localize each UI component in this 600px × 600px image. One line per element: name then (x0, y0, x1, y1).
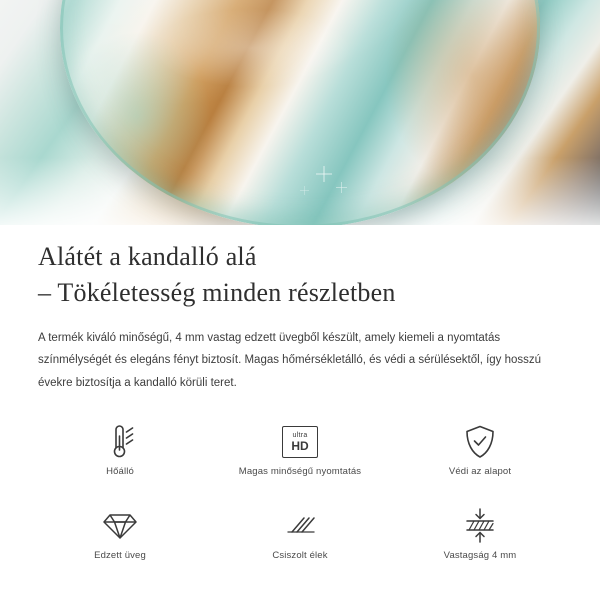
polished-edges-icon (282, 504, 318, 548)
shield-check-icon (463, 420, 497, 464)
thickness-icon (462, 504, 498, 548)
sparkle-icon (300, 186, 309, 195)
page-title-line-2: – Tökéletesség minden részletben (38, 277, 396, 307)
feature-label: Magas minőségű nyomtatás (238, 466, 362, 478)
feature-item-thickness (390, 504, 570, 582)
feature-label: Védi az alapot (448, 466, 512, 478)
hero-image (0, 0, 600, 225)
content-area (0, 225, 600, 582)
thermometer-icon (103, 420, 137, 464)
ultra-hd-icon (282, 420, 318, 464)
sparkle-icon (316, 166, 332, 182)
page-title (0, 225, 600, 311)
feature-item-tempered-glass (30, 504, 210, 582)
feature-grid (0, 394, 600, 582)
feature-item-surface-protection (390, 420, 570, 498)
sparkle-icon (336, 182, 347, 193)
feature-item-print-quality (210, 420, 390, 498)
feature-label: Vastagság 4 mm (443, 550, 517, 562)
feature-label: Hőálló (106, 466, 134, 478)
page-title-line-1: Alátét a kandalló alá (38, 242, 257, 271)
feature-item-polished-edges (210, 504, 390, 582)
product-description-text: A termék kiváló minőségű, 4 mm vastag edzett üvegből készült, amely kiemeli a nyomtatás színmélységét és elegáns fényt biztosít. Magas hőmérsékletálló, és védi a sérülésektől, így hosszú évekre biztosítja a kandalló körüli teret. (38, 331, 542, 389)
ultra-hd-badge-top: ultra (292, 432, 308, 440)
ultra-hd-badge-bottom: HD (291, 439, 309, 454)
diamond-icon (101, 504, 139, 548)
feature-label: Csiszolt élek (272, 550, 328, 562)
feature-item-heat-resistant (30, 420, 210, 498)
feature-label: Edzett üveg (94, 550, 146, 562)
